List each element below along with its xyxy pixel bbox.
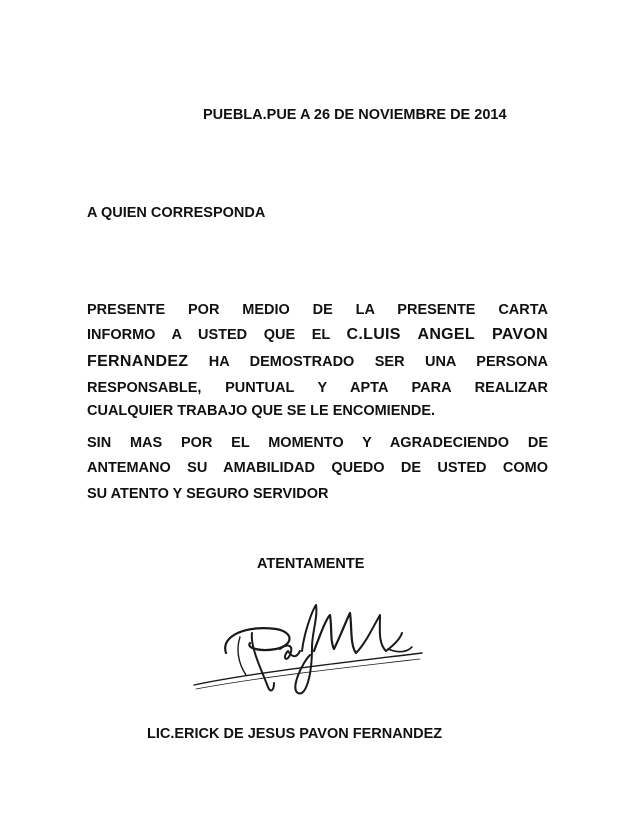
signer-name: LIC.ERICK DE JESUS PAVON FERNANDEZ [147, 726, 443, 742]
signature-icon [190, 585, 425, 710]
paragraph-1-line-3-text: HA DEMOSTRADO SER UNA PERSONA [188, 354, 548, 370]
paragraph-1-line-2-text: INFORMO A USTED QUE EL [87, 327, 347, 343]
paragraph-2-line-3: SU ATENTO Y SEGURO SERVIDOR [87, 486, 329, 502]
paragraph-1-line-3 [87, 354, 548, 370]
person-name-part-2: FERNANDEZ [87, 353, 189, 370]
paragraph-1-line-5: CUALQUIER TRABAJO QUE SE LE ENCOMIENDE. [87, 403, 436, 419]
paragraph-1-line-1: PRESENTE POR MEDIO DE LA PRESENTE CARTA [87, 302, 548, 318]
person-name-part-1: C.LUIS ANGEL PAVON [346, 326, 548, 343]
date-line: PUEBLA.PUE A 26 DE NOVIEMBRE DE 2014 [203, 107, 507, 123]
paragraph-2-line-1: SIN MAS POR EL MOMENTO Y AGRADECIENDO DE [87, 435, 548, 451]
paragraph-1-line-4: RESPONSABLE, PUNTUAL Y APTA PARA REALIZAR [87, 380, 548, 396]
paragraph-1-line-2 [87, 327, 548, 343]
paragraph-2-line-2: ANTEMANO SU AMABILIDAD QUEDO DE USTED COMO [87, 460, 548, 476]
greeting: A QUIEN CORRESPONDA [87, 205, 266, 221]
closing: ATENTAMENTE [257, 556, 365, 572]
